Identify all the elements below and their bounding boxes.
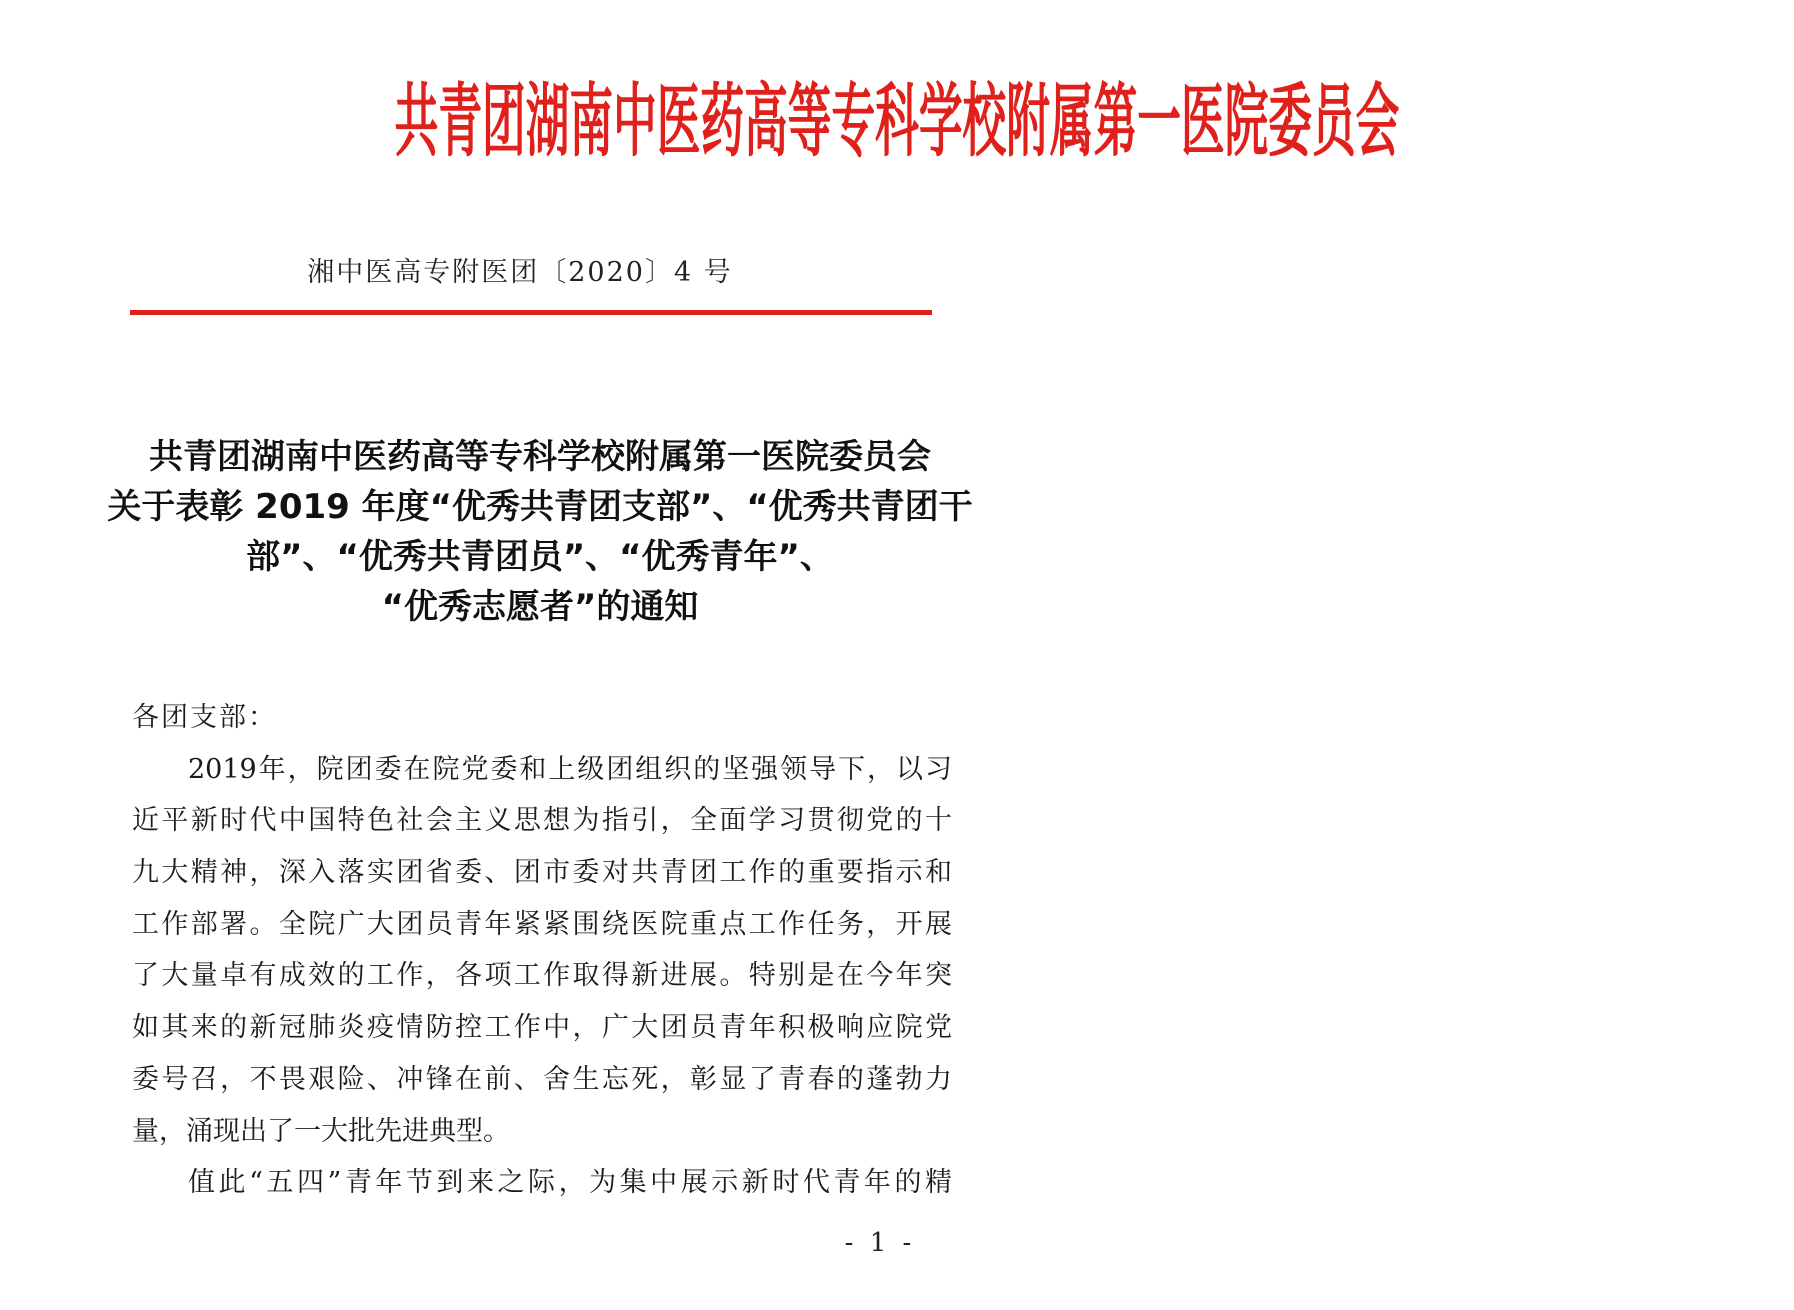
title-line: 共青团湖南中医药高等专科学校附属第一医院委员会 <box>149 437 931 477</box>
paragraph-line: 工作部署。全院广大团员青年紧紧围绕医院重点工作任务，开展 <box>132 908 952 940</box>
red-divider-line <box>130 310 932 315</box>
paragraph-line: 2019年，院团委在院党委和上级团组织的坚强领导下，以习 <box>188 753 952 785</box>
document-number: 湘中医高专附医团〔2020〕4 号 <box>307 257 733 288</box>
notice-body <box>132 692 952 1209</box>
paragraph-line: 值此“五四”青年节到来之际，为集中展示新时代青年的精 <box>188 1167 952 1199</box>
paragraph-line: 近平新时代中国特色社会主义思想为指引，全面学习贯彻党的十 <box>132 805 952 837</box>
page-number: - 1 - <box>844 1228 916 1258</box>
paragraph-line: 如其来的新冠肺炎疫情防控工作中，广大团员青年积极响应院党 <box>132 1012 952 1044</box>
paragraph-line: 九大精神，深入落实团省委、团市委对共青团工作的重要指示和 <box>132 857 952 889</box>
masthead-org-name: 共青团湖南中医药高等专科学校附属第一医院委员会 <box>394 75 1400 168</box>
paragraph-line: 了大量卓有成效的工作，各项工作取得新进展。特别是在今年突 <box>132 960 952 992</box>
paragraph-line: 量，涌现出了一大批先进典型。 <box>132 1115 510 1147</box>
title-line: 部”、“优秀共青团员”、“优秀青年”、 <box>246 537 834 577</box>
salutation: 各团支部： <box>132 702 277 733</box>
title-line: 关于表彰 2019 年度“优秀共青团支部”、“优秀共青团干 <box>107 487 973 527</box>
title-line: “优秀志愿者”的通知 <box>381 587 699 627</box>
notice-title <box>100 432 980 632</box>
paragraph-line: 委号召，不畏艰险、冲锋在前、舍生忘死，彰显了青春的蓬勃力 <box>132 1063 952 1095</box>
